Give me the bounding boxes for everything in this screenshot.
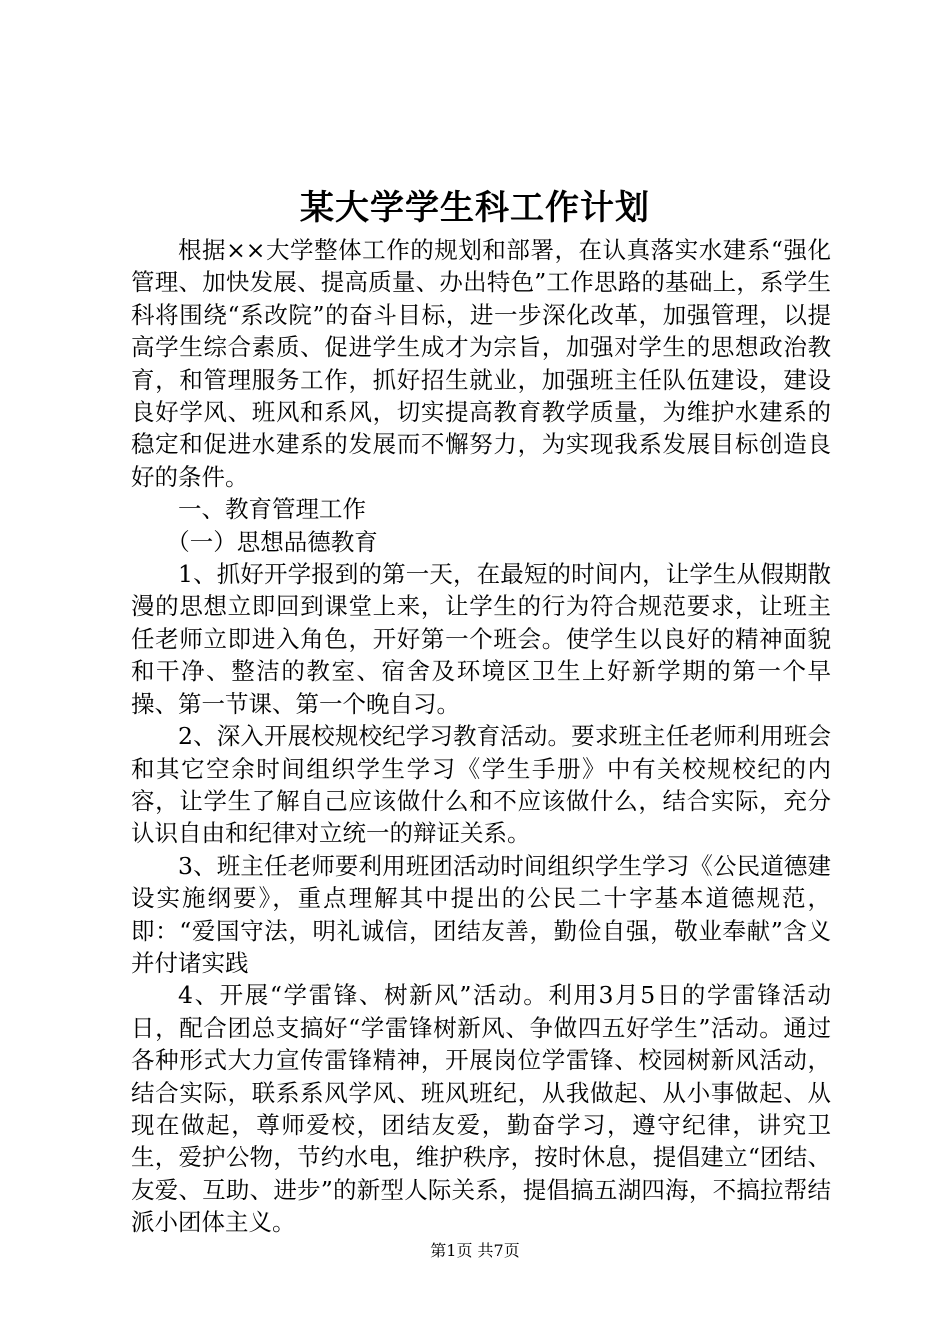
page-number: 第1页 共7页	[430, 1241, 520, 1260]
subsection-heading: （一）思想品德教育	[166, 527, 378, 556]
intro-paragraph: 根据××大学整体工作的规划和部署，在认真落实水建系“强化管理、加快发展、提高质量、办出特色”工作思路的基础上，系学生科将围绕“系改院”的奋斗目标，进一步深化改革，加强管理，以提高学生综合素质、促进学生成才为宗旨，加强对学生的思想政治教育，和管理服务工作，抓好招生就业，加强班主任队伍建设，建设良好学风、班风和系风，切实提高教育教学质量，为维护水建系的稳定和促进水建系的发展而不懈努力，为实现我系发展目标创造良好的条件。	[131, 236, 831, 491]
section-heading: 一、教育管理工作	[178, 495, 366, 524]
item-paragraph-3: 3、班主任老师要利用班团活动时间组织学生学习《公民道德建设实施纲要》，重点理解其中提出的公民二十字基本道德规范，即：“爱国守法，明礼诚信，团结友善，勤俭自强，敬业奉献”含义并付诸实践	[131, 851, 831, 977]
document-title: 某大学学生科工作计划	[300, 188, 650, 228]
item-paragraph-2: 2、深入开展校规校纪学习教育活动。要求班主任老师利用班会和其它空余时间组织学生学习《学生手册》中有关校规校纪的内容，让学生了解自己应该做什么和不应该做什么，结合实际，充分认识自由和纪律对立统一的辩证关系。	[131, 722, 831, 848]
document-body	[131, 234, 831, 1239]
item-paragraph-1: 1、抓好开学报到的第一天，在最短的时间内，让学生从假期散漫的思想立即回到课堂上来，让学生的行为符合规范要求，让班主任老师立即进入角色，开好第一个班会。使学生以良好的精神面貌和干净、整洁的教室、宿舍及环境区卫生上好新学期的第一个早操、第一节课、第一个晚自习。	[131, 560, 831, 718]
item-paragraph-4: 4、开展“学雷锋、树新风”活动。利用3月5日的学雷锋活动日，配合团总支搞好“学雷锋树新风、争做四五好学生”活动。通过各种形式大力宣传雷锋精神，开展岗位学雷锋、校园树新风活动，结合实际，联系系风学风、班风班纪，从我做起、从小事做起、从现在做起，尊师爱校，团结友爱，勤奋学习，遵守纪律，讲究卫生，爱护公物，节约水电，维护秩序，按时休息，提倡建立“团结、友爱、互助、进步”的新型人际关系，提倡搞五湖四海，不搞拉帮结派小团体主义。	[131, 981, 831, 1237]
